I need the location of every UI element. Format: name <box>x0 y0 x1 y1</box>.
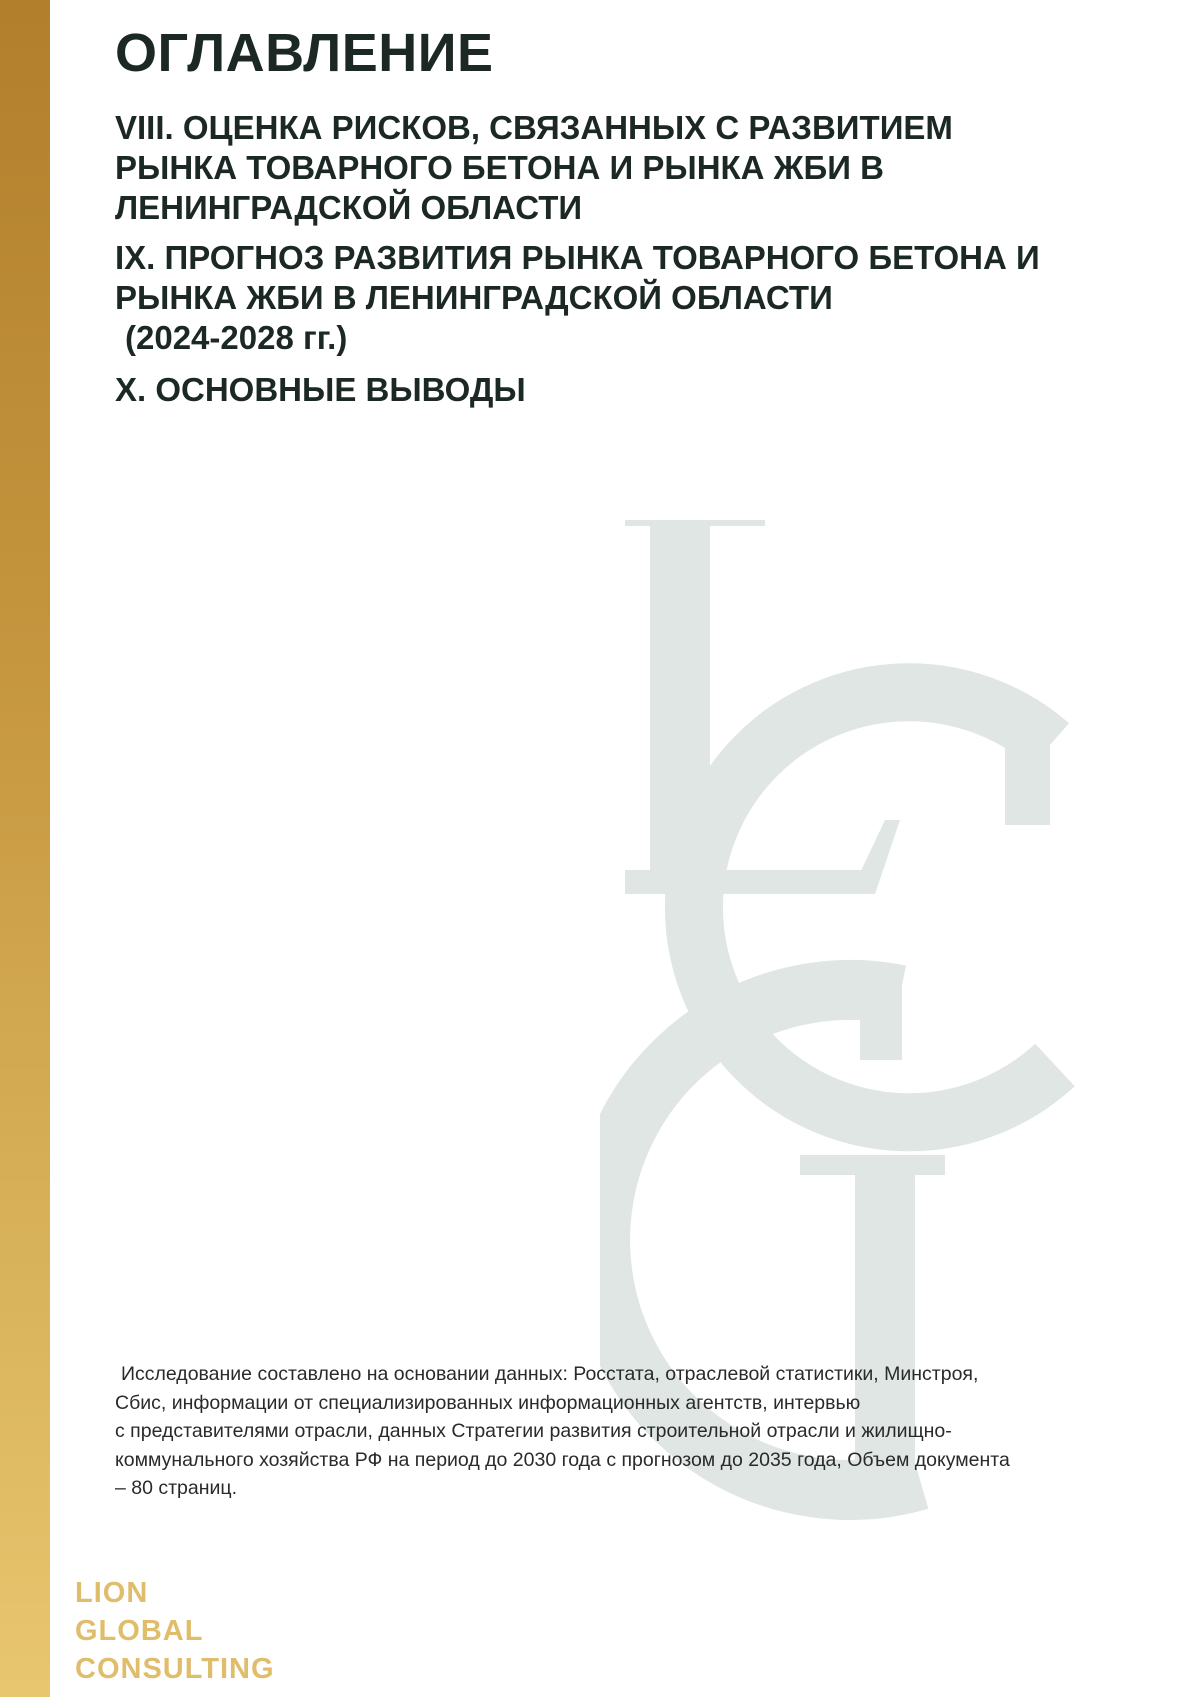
toc-line: VIII. ОЦЕНКА РИСКОВ, СВЯЗАННЫХ С РАЗВИТИЕМ <box>115 109 953 146</box>
page-title: ОГЛАВЛЕНИЕ <box>115 23 494 83</box>
toc-item-section-10[interactable] <box>115 370 1175 410</box>
toc-line: X. ОСНОВНЫЕ ВЫВОДЫ <box>115 371 526 408</box>
toc-line: РЫНКА ЖБИ В ЛЕНИНГРАДСКОЙ ОБЛАСТИ <box>115 279 833 316</box>
source-note-line: – 80 страниц. <box>115 1477 237 1499</box>
brand-line: LION <box>75 1577 149 1609</box>
source-note <box>115 1360 1155 1503</box>
toc-item-section-9[interactable] <box>115 238 1175 358</box>
lcg-watermark-logo <box>600 520 1160 1697</box>
toc-line: IX. ПРОГНОЗ РАЗВИТИЯ РЫНКА ТОВАРНОГО БЕТОНА И <box>115 239 1040 276</box>
source-note-line: Исследование составлено на основании данных: Росстата, отраслевой статистики, Минстроя, <box>121 1363 979 1385</box>
brand-line: GLOBAL <box>75 1615 204 1647</box>
brand-logo-text <box>75 1574 275 1688</box>
toc-line: ЛЕНИНГРАДСКОЙ ОБЛАСТИ <box>115 189 583 226</box>
source-note-line: коммунального хозяйства РФ на период до 2030 года с прогнозом до 2035 года, Объем документа <box>115 1448 1010 1471</box>
table-of-contents <box>115 108 1175 420</box>
toc-line: РЫНКА ТОВАРНОГО БЕТОНА И РЫНКА ЖБИ В <box>115 149 884 186</box>
brand-line: CONSULTING <box>75 1653 275 1685</box>
source-note-line: с представителями отрасли, данных Стратегии развития строительной отрасли и жилищно- <box>115 1420 952 1442</box>
gold-side-bar <box>0 0 50 1697</box>
source-note-line: Сбис, информации от специализированных информационных агентств, интервью <box>115 1391 861 1414</box>
toc-item-section-8[interactable] <box>115 108 1175 228</box>
toc-line: (2024-2028 гг.) <box>125 319 348 356</box>
